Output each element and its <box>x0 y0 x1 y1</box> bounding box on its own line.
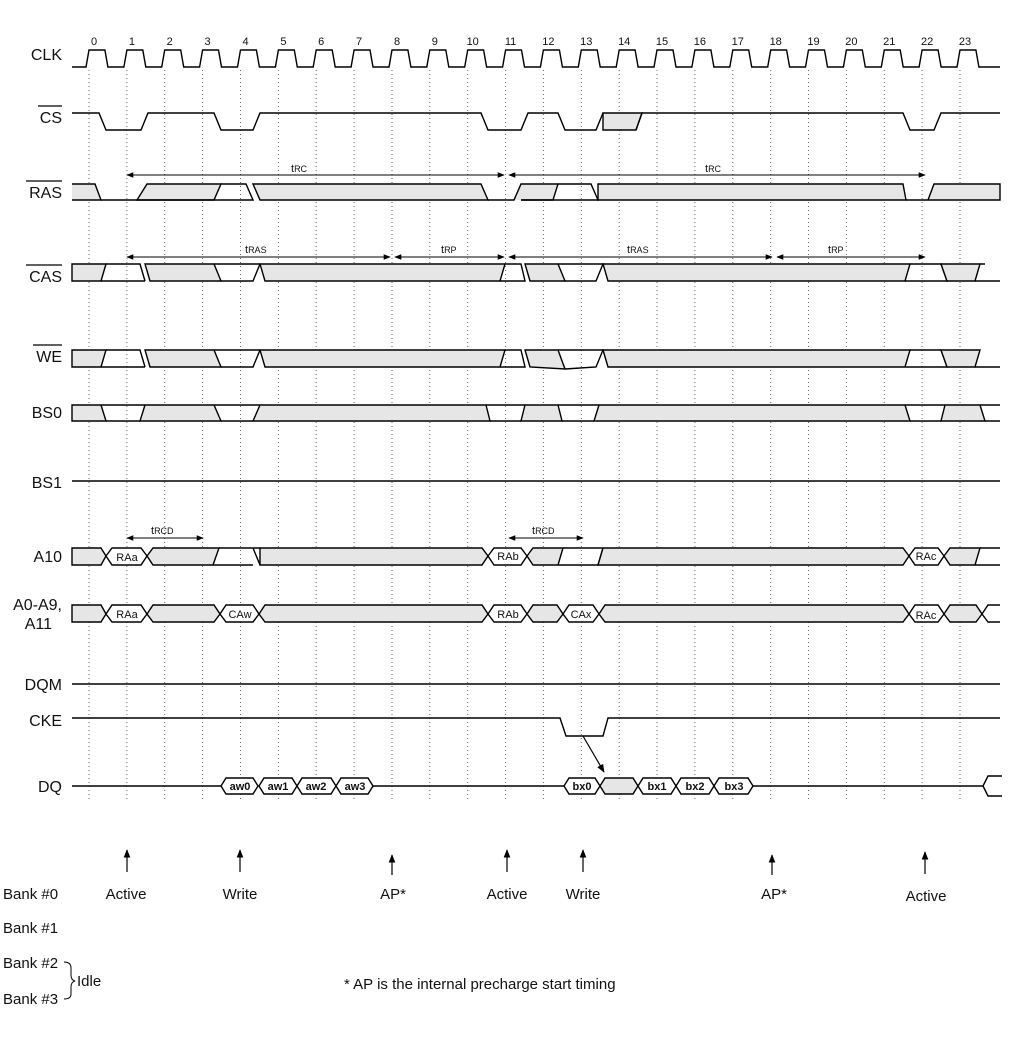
trc-label-1: tRC <box>291 163 308 175</box>
bank-2: Bank #2 <box>3 955 59 972</box>
clock-number: 2 <box>166 36 173 48</box>
addr-label-line2: A11 <box>24 616 52 633</box>
addr-caw-label: CAw <box>228 609 252 621</box>
a10-label: A10 <box>33 549 62 566</box>
clock-number: 17 <box>731 36 744 48</box>
event-active-1: Active <box>105 886 147 903</box>
event-write-2: Write <box>565 886 601 903</box>
clock-number: 16 <box>693 36 707 48</box>
bank-labels <box>3 886 101 1008</box>
dq-label: DQ <box>38 779 62 796</box>
trp-label-2: tRP <box>828 244 844 256</box>
dq-aw0: aw0 <box>229 781 251 793</box>
cke-label: CKE <box>29 713 62 730</box>
dq-aw1: aw1 <box>267 781 289 793</box>
dq-data-labels <box>230 781 744 793</box>
clock-number: 0 <box>90 36 98 48</box>
event-write-1: Write <box>222 886 258 903</box>
cke-arrow <box>583 736 604 772</box>
clock-number: 15 <box>655 36 669 48</box>
clock-number: 21 <box>883 36 896 48</box>
clock-number: 18 <box>769 36 782 48</box>
signal-labels <box>13 47 62 796</box>
bank-1: Bank #1 <box>3 920 59 937</box>
ras-waveform <box>72 184 1000 200</box>
clock-number: 3 <box>204 36 211 48</box>
trp-label-1: tRP <box>441 244 457 256</box>
tras-label-1: tRAS <box>245 244 267 256</box>
a10-rac-label: RAc <box>915 551 937 563</box>
clock-number: 22 <box>920 36 934 48</box>
bs0-label: BS0 <box>31 405 62 422</box>
addr-rab-label: RAb <box>497 609 519 621</box>
trcd-label-1: tRCD <box>151 525 174 537</box>
event-active-2: Active <box>486 886 528 903</box>
idle-label: Idle <box>77 973 102 990</box>
clock-number: 5 <box>280 36 287 48</box>
addr-label-line1: A0-A9, <box>13 597 62 614</box>
cs-waveform <box>72 113 1000 130</box>
we-label: WE <box>36 349 62 366</box>
a10-rab-label: RAb <box>497 551 519 563</box>
we-waveform <box>72 350 1000 369</box>
addr-cax-label: CAx <box>570 609 592 621</box>
cke-waveform <box>72 718 1000 736</box>
clock-number: 14 <box>618 36 631 48</box>
a10-raa-label: RAa <box>116 552 138 564</box>
clock-number: 4 <box>242 36 249 48</box>
trc-label-2: tRC <box>705 163 722 175</box>
dq-aw3: aw3 <box>344 781 366 793</box>
clock-number: 11 <box>504 36 517 48</box>
dqm-label: DQM <box>24 677 62 694</box>
cas-label: CAS <box>29 269 62 286</box>
event-labels <box>106 886 947 905</box>
event-ap-1: AP* <box>380 886 406 903</box>
event-ap-2: AP* <box>761 886 787 903</box>
dq-bx1: bx1 <box>647 781 667 793</box>
clock-number: 13 <box>580 36 593 48</box>
clock-number: 19 <box>807 36 820 48</box>
dq-bx3: bx3 <box>724 781 744 793</box>
idle-bracket <box>64 962 75 999</box>
cas-waveform <box>72 264 1000 281</box>
tras-label-2: tRAS <box>627 244 649 256</box>
ras-label: RAS <box>29 185 62 202</box>
clock-number: 23 <box>958 36 972 48</box>
bs1-label: BS1 <box>31 475 62 492</box>
addr-raa-label: RAa <box>116 609 138 621</box>
clock-number: 8 <box>393 36 401 48</box>
clock-number: 7 <box>356 36 363 48</box>
cs-label: CS <box>39 110 62 127</box>
event-active-3: Active <box>905 888 947 905</box>
clk-waveform <box>72 50 1000 67</box>
trcd-label-2: tRCD <box>532 525 555 537</box>
address-waveform <box>72 605 1000 622</box>
bank-0: Bank #0 <box>3 886 59 903</box>
dq-bx2: bx2 <box>685 781 705 793</box>
clock-number: 9 <box>431 36 438 48</box>
clock-guide-lines <box>89 70 960 800</box>
clock-cycle-numbers <box>91 36 971 48</box>
dq-waveform <box>72 776 1002 796</box>
clock-number: 10 <box>466 36 479 48</box>
dq-aw2: aw2 <box>305 781 327 793</box>
clock-number: 12 <box>542 36 555 48</box>
clock-number: 20 <box>845 36 858 48</box>
bank-3: Bank #3 <box>3 991 59 1008</box>
dq-bx0: bx0 <box>572 781 592 793</box>
bs0-waveform <box>72 405 1000 421</box>
footnote: * AP is the internal precharge start timing <box>344 976 616 993</box>
clock-number: 1 <box>128 36 135 48</box>
addr-rac-label: RAc <box>915 610 937 622</box>
event-arrows <box>127 850 925 875</box>
clk-label: CLK <box>30 47 62 64</box>
a10-waveform <box>72 548 1000 565</box>
clock-number: 6 <box>318 36 325 48</box>
